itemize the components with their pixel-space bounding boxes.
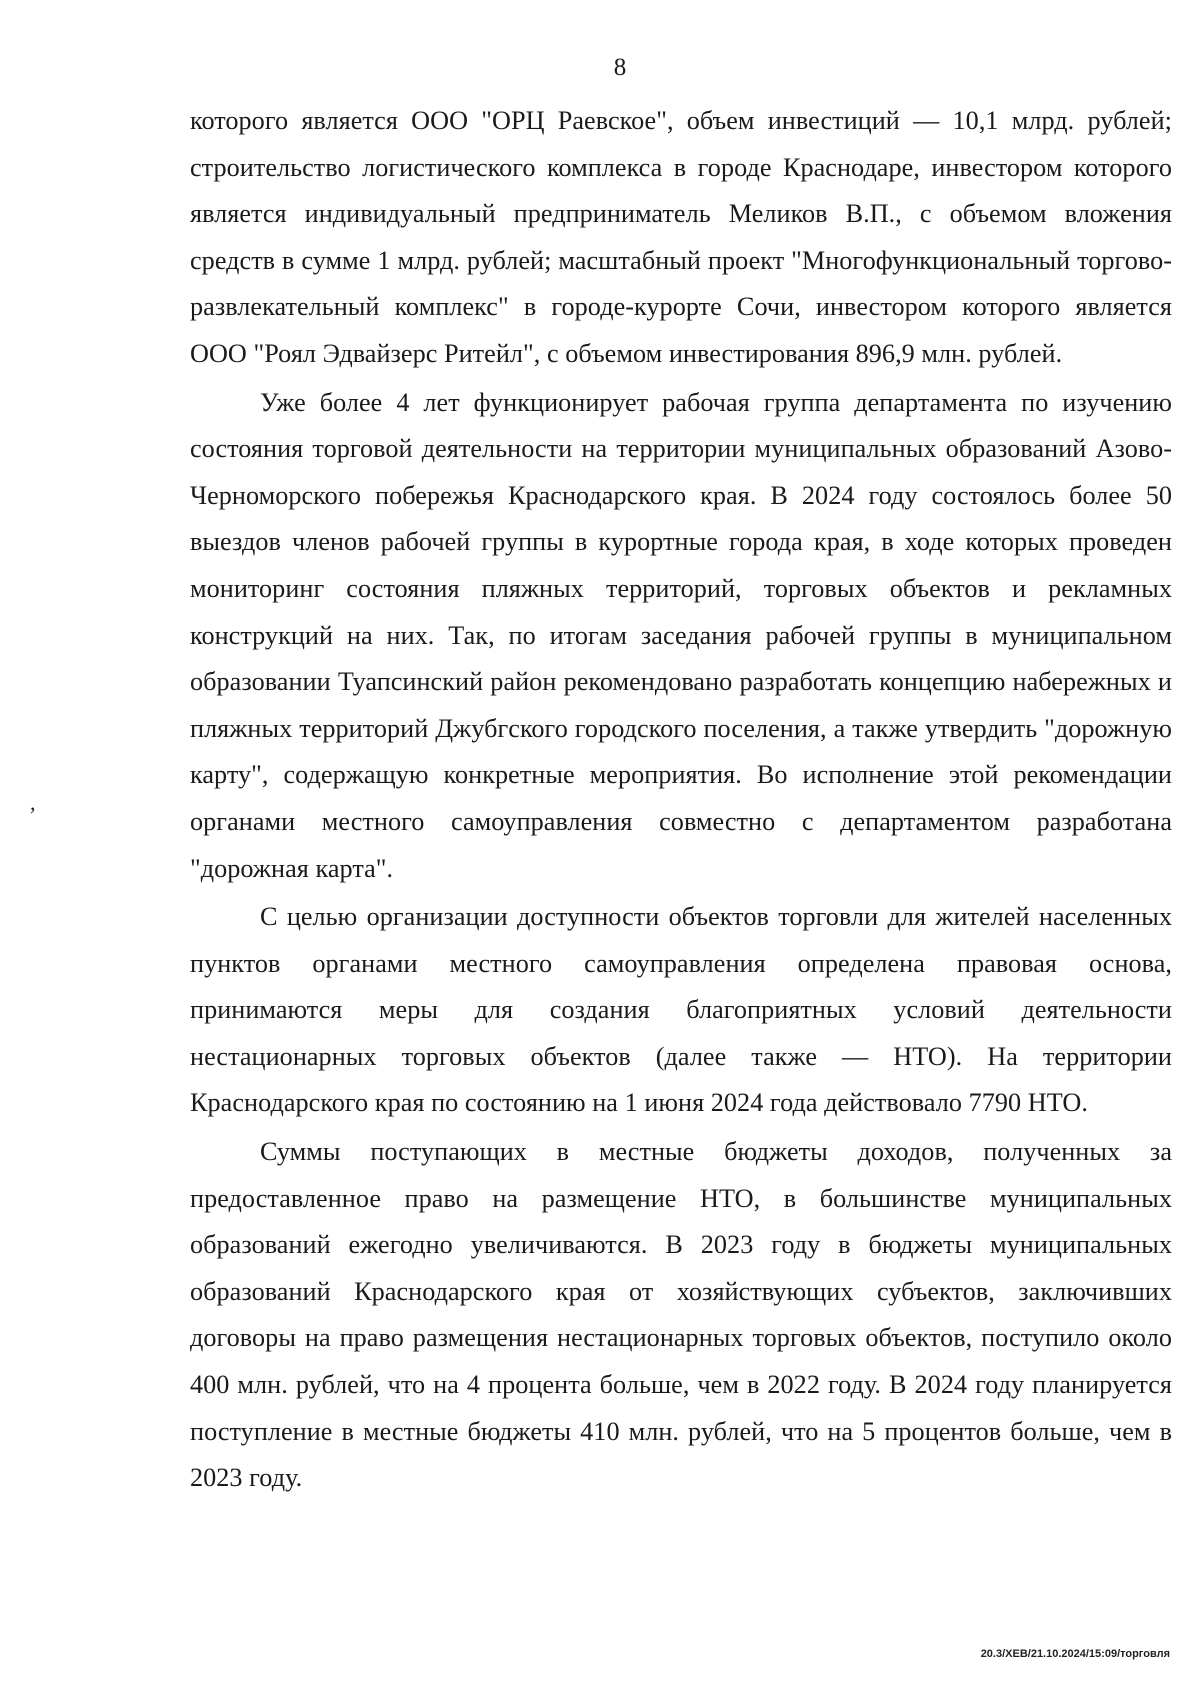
paragraph-working-group: Уже более 4 лет функционирует рабочая группа департамента по изучению состояния торговой деятельности на территории муниципальных образований Азово-Черноморского побережья Краснодарского края. В 2024 году состоялось более 50 выездов членов рабочей группы в курортные города края, в ходе которых проведен мониторинг состояния пляжных территорий, торговых объектов и рекламных конструкций на них. Так, по итогам заседания рабочей группы в муниципальном образовании Туапсинский район рекомендовано разработать концепцию набережных и пляжных территорий Джубгского городского поселения, а также утвердить "дорожную карту", содержащую конкретные мероприятия. Во исполнение этой рекомендации органами местного самоуправления совместно с департаментом разработана "дорожная карта". — [190, 387, 1172, 883]
page-number: 8 — [613, 54, 627, 81]
body-text — [190, 98, 1172, 1502]
document-footer-code: 20.3/ХЕВ/21.10.2024/15:09/торговля — [980, 1648, 1170, 1660]
paragraph-budget-revenue: Суммы поступающих в местные бюджеты доходов, полученных за предоставленное право на размещение НТО, в большинстве муниципальных образований ежегодно увеличиваются. В 2023 году в бюджеты муниципальных образований Краснодарского края от хозяйствующих субъектов, заключивших договоры на право размещения нестационарных торговых объектов, поступило около 400 млн. рублей, что на 4 процента больше, чем в 2022 году. В 2024 году планируется поступление в местные бюджеты 410 млн. рублей, что на 5 процентов больше, чем в 2023 году. — [190, 1137, 1172, 1493]
paragraph-nto-access: С целью организации доступности объектов торговли для жителей населенных пунктов органами местного самоуправления определена правовая основа, принимаются меры для создания благоприятных условий деятельности нестационарных торговых объектов (далее также — НТО). На территории Краснодарского края по состоянию на 1 июня 2024 года действовало 7790 НТО. — [190, 902, 1172, 1118]
paragraph-continuation: которого является ООО "ОРЦ Раевское", объем инвестиций — 10,1 млрд. рублей; строительство логистического комплекса в городе Краснодаре, инвестором которого является индивидуальный предприниматель Меликов В.П., с объемом вложения средств в сумме 1 млрд. рублей; масштабный проект "Многофункциональный торгово-развлекательный комплекс" в городе-курорте Сочи, инвестором которого является ООО "Роял Эдвайзерс Ритейл", с объемом инвестирования 896,9 млн. рублей. — [190, 106, 1172, 368]
margin-mark: , — [30, 790, 36, 815]
